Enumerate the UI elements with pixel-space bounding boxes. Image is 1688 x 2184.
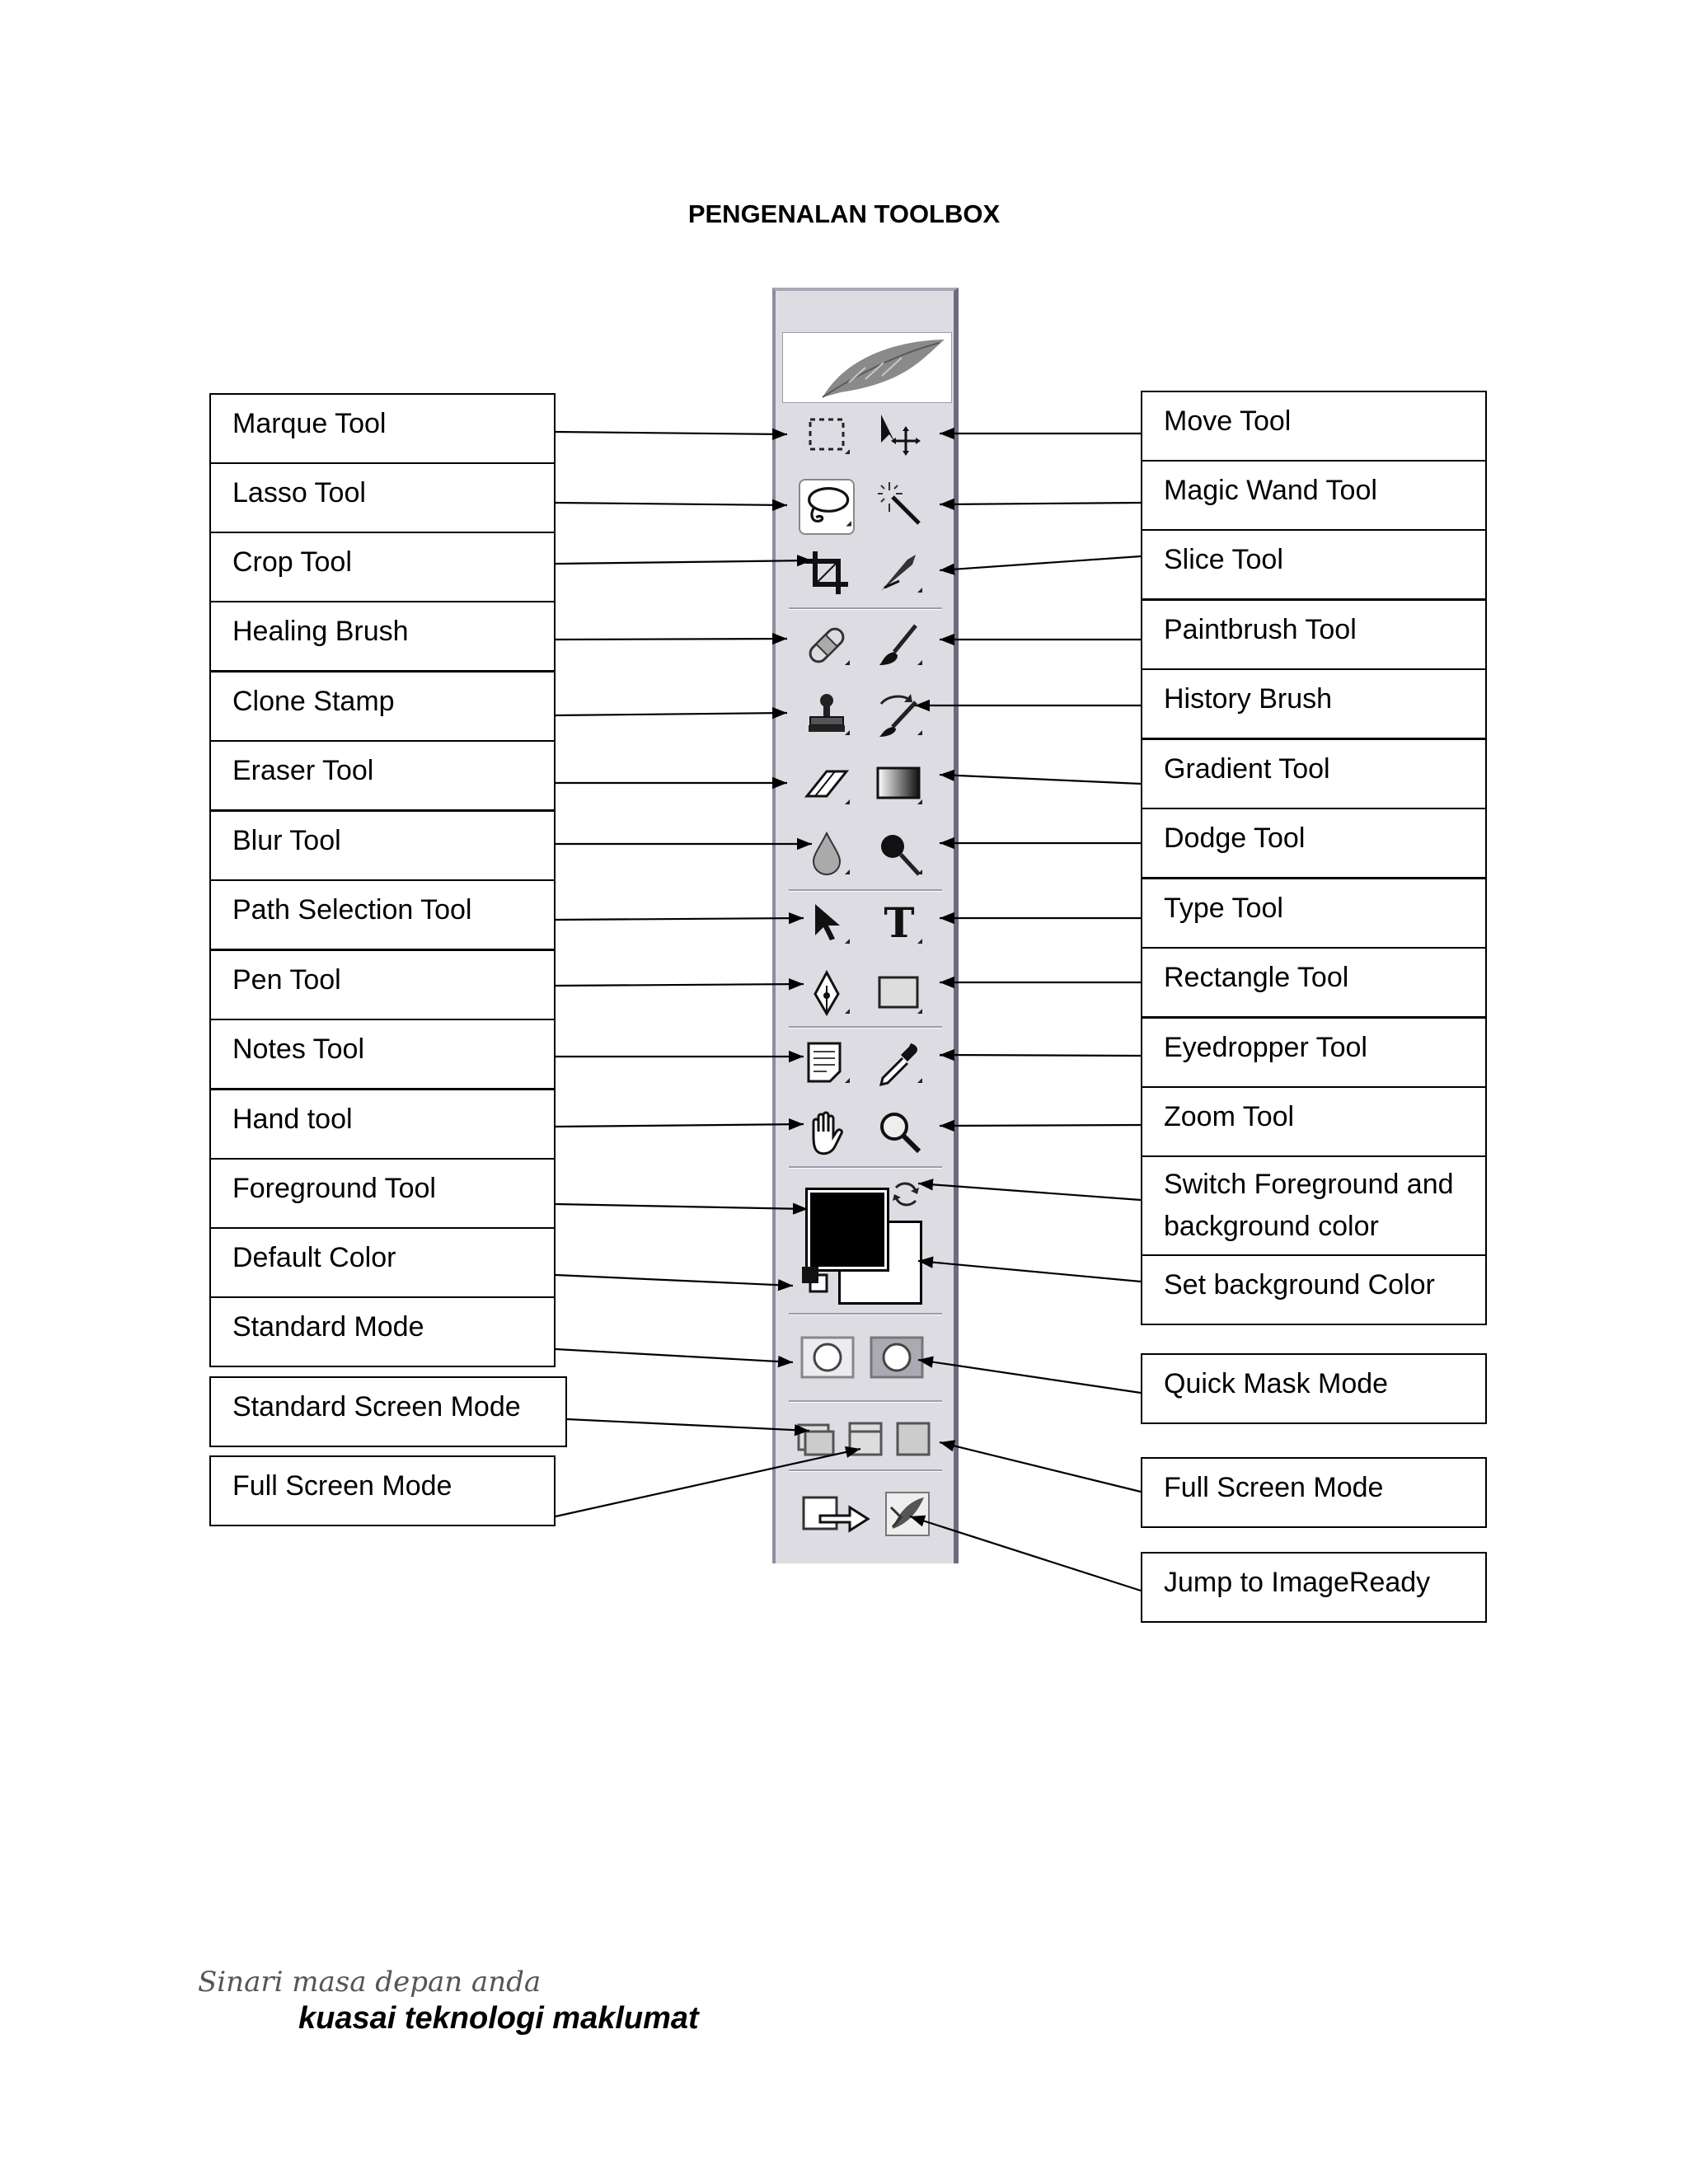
page-title: PENGENALAN TOOLBOX (687, 199, 1001, 228)
footer-tagline: kuasai teknologi maklumat (298, 2001, 699, 2036)
label-clone-stamp: Clone Stamp (209, 671, 556, 742)
label-zoom-tool: Zoom Tool (1141, 1086, 1487, 1157)
arrow-pen (556, 984, 804, 986)
label-path-selection-tool: Path Selection Tool (209, 879, 556, 950)
label-crop-tool: Crop Tool (209, 532, 556, 602)
arrow-slice (940, 556, 1141, 570)
arrow-quick-mask (918, 1360, 1141, 1393)
label-marque-tool: Marque Tool (209, 393, 556, 464)
arrow-set-background (918, 1261, 1141, 1282)
footer-slogan: Sinari masa depan anda (198, 1966, 542, 1999)
label-full-screen-mode-right: Full Screen Mode (1141, 1457, 1487, 1528)
label-quick-mask-mode: Quick Mask Mode (1141, 1353, 1487, 1424)
label-hand-tool: Hand tool (209, 1089, 556, 1160)
arrow-zoom (940, 1125, 1141, 1126)
label-jump-to-imageready: Jump to ImageReady (1141, 1552, 1487, 1623)
arrow-standard-screen (567, 1419, 809, 1431)
arrow-marque (556, 432, 787, 434)
arrow-foreground (556, 1204, 808, 1209)
label-lasso-tool: Lasso Tool (209, 462, 556, 533)
label-gradient-tool: Gradient Tool (1141, 738, 1487, 809)
arrow-standard-mode (556, 1349, 793, 1362)
arrow-full-screen-right (940, 1442, 1141, 1492)
arrow-gradient (940, 775, 1141, 784)
arrow-crop (556, 560, 812, 564)
label-move-tool: Move Tool (1141, 391, 1487, 462)
arrow-full-screen-left (556, 1449, 860, 1516)
label-eyedropper-tool: Eyedropper Tool (1141, 1017, 1487, 1088)
label-healing-brush: Healing Brush (209, 601, 556, 672)
svg-text:T: T (884, 899, 915, 947)
arrow-clone (556, 713, 787, 715)
label-set-background-color: Set background Color (1141, 1254, 1487, 1325)
label-foreground-tool: Foreground Tool (209, 1158, 556, 1229)
label-full-screen-mode-left: Full Screen Mode (209, 1455, 556, 1526)
label-rectangle-tool: Rectangle Tool (1141, 947, 1487, 1018)
arrow-healing (556, 639, 787, 640)
label-dodge-tool: Dodge Tool (1141, 808, 1487, 879)
label-notes-tool: Notes Tool (209, 1019, 556, 1090)
arrow-jump-imageready (910, 1516, 1141, 1591)
arrow-lasso (556, 503, 787, 505)
arrow-hand (556, 1124, 804, 1127)
label-history-brush: History Brush (1141, 668, 1487, 739)
label-magic-wand-tool: Magic Wand Tool (1141, 460, 1487, 531)
arrow-eyedropper (940, 1055, 1141, 1056)
arrow-magic-wand (940, 503, 1141, 504)
label-paintbrush-tool: Paintbrush Tool (1141, 599, 1487, 670)
label-pen-tool: Pen Tool (209, 949, 556, 1020)
arrow-path-selection (556, 918, 804, 920)
label-slice-tool: Slice Tool (1141, 529, 1487, 600)
arrow-switch-colors (918, 1183, 1141, 1200)
label-default-color: Default Color (209, 1227, 556, 1298)
label-standard-mode: Standard Mode (209, 1296, 556, 1367)
label-eraser-tool: Eraser Tool (209, 740, 556, 811)
label-blur-tool: Blur Tool (209, 810, 556, 881)
label-standard-screen-mode: Standard Screen Mode (209, 1376, 567, 1447)
arrow-default-color (556, 1275, 793, 1286)
label-type-tool: Type Tool (1141, 878, 1487, 949)
label-switch-colors: Switch Foreground and background color (1141, 1155, 1487, 1256)
